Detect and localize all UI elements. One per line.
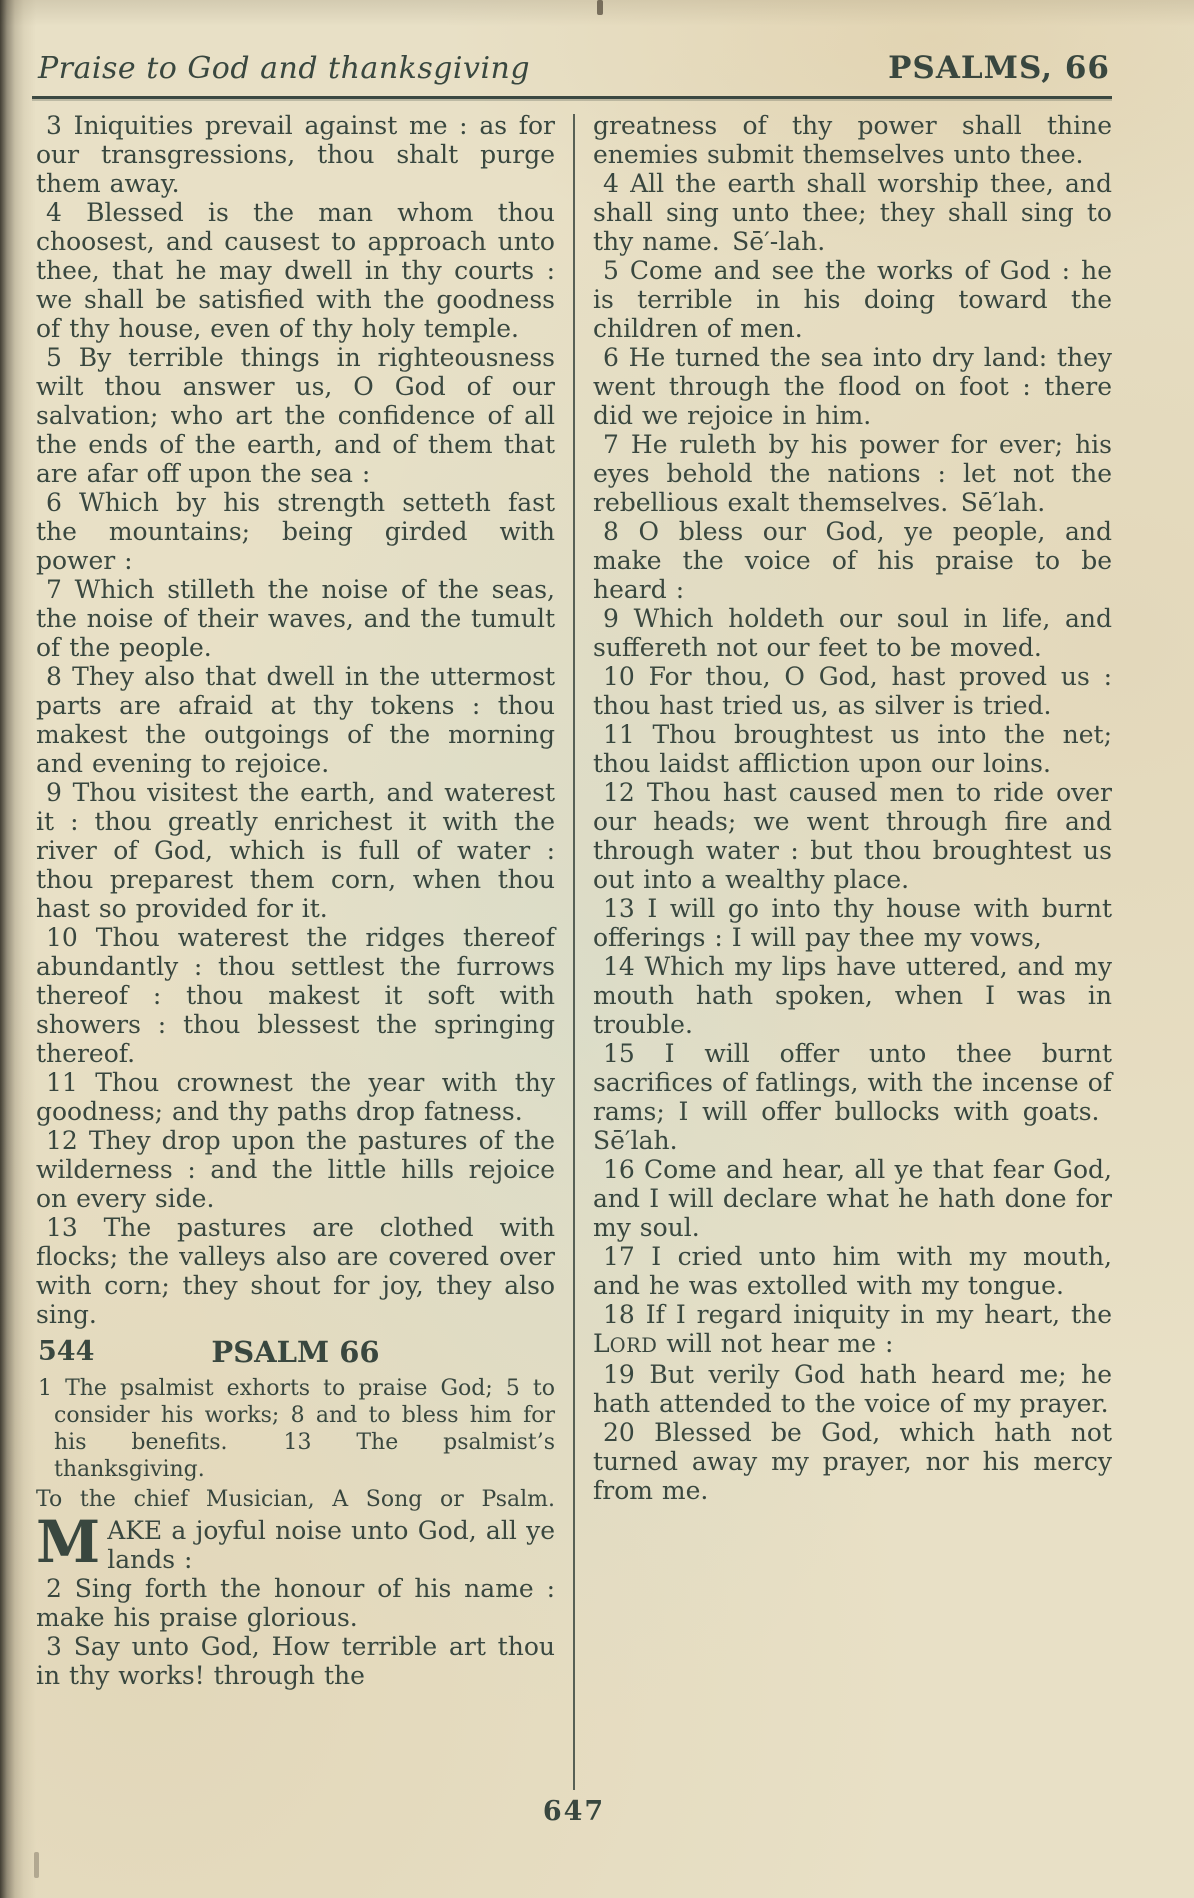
text-run: will not hear (657, 1329, 838, 1358)
text-run: God, which hath not turned away my prayer, nor his mercy from me. (593, 1418, 1112, 1505)
italic-text: to consider his works; (54, 1376, 555, 1428)
text-run: 8 O bless our God, ye people, and make the voice of his praise to be heard : (593, 517, 1112, 604)
text-run: ; he hath attended to the voice of my prayer. (593, 1360, 1112, 1418)
text-run: 12 They drop (46, 1126, 232, 1155)
italic-text: or (440, 1487, 464, 1512)
scan-artifact (34, 1852, 39, 1878)
text-run: 2 Sing forth the honour of his name : make his praise glorious. (36, 1574, 555, 1632)
text-run: terrible things in righteousness wilt thou answer us, O God of our salvation; (36, 343, 555, 430)
text-run: of thy holy temple. (270, 314, 519, 343)
italic-text: land: (983, 343, 1048, 372)
italic-text: me (1019, 1360, 1059, 1389)
text-run: Psalm. (463, 1487, 555, 1512)
text-run: thy works! through the (60, 1661, 365, 1690)
italic-text: The psalmist exhorts to praise God; (65, 1376, 493, 1401)
text-run: hear, all ye that fear God, and I will declare what he hath done for my soul. (593, 1155, 1113, 1242)
text-run: 20 Blessed (603, 1418, 772, 1447)
verse-continuation (593, 111, 1112, 169)
italic-text: upon (188, 459, 252, 488)
drop-cap: M (36, 1508, 101, 1576)
musician-inscription (36, 1486, 555, 1514)
verse-paragraph (36, 923, 555, 1068)
italic-text: art thou in (36, 1632, 555, 1690)
text-run: 11 Thou crownest the year with thy goodness; and thy paths drop fatness. (36, 1068, 555, 1126)
italic-text: place (833, 865, 902, 894)
verse-paragraph (36, 1213, 555, 1329)
verse-paragraph (36, 343, 555, 488)
italic-text: The psalmist’s thanksgiving. (54, 1430, 556, 1482)
psalm-title: PSALM 66 (211, 1335, 380, 1369)
text-run: is full of water : thou preparest them corn, when thou hast so provided for it. (36, 836, 555, 923)
text-run: girded with power : (36, 517, 555, 575)
column-divider (573, 114, 575, 1790)
text-run: 10 Thou waterest the ridges thereof abundantly : thou settlest the furrows thereof : thou makest it soft with showers : thou blessest the springing thereof. (36, 923, 555, 1068)
text-run: 15 I will offer unto thee burnt sacrifices of fatlings, with the incense of rams; I will offer bullocks with goats. Sē′lah. (593, 1039, 1112, 1155)
verse-paragraph (593, 1360, 1112, 1418)
verse-paragraph (593, 517, 1112, 604)
text-run: he may dwell in thy courts : we shall be satisfied with the goodness of thy house, (36, 256, 556, 343)
verse-paragraph (36, 1068, 555, 1126)
right-column (593, 111, 1112, 1690)
text-run: 7 He ruleth by his power for ever; his eyes behold the nations : let not the rebellious exalt themselves. Sē′lah. (593, 430, 1112, 517)
verse-paragraph (593, 604, 1112, 662)
text-run: doing toward the children of men. (593, 285, 1112, 343)
italic-text: even (210, 314, 271, 343)
verse-paragraph (36, 488, 555, 575)
header-rule (32, 96, 1112, 99)
text-run: 1 (38, 1376, 66, 1401)
small-caps-text: ORD (609, 1334, 658, 1357)
text-run: . (901, 865, 910, 894)
page-number: 647 (542, 1796, 606, 1827)
verse-paragraph (36, 778, 555, 923)
text-run: 8 (279, 1403, 316, 1428)
text-columns (0, 105, 1194, 1690)
text-run: 7 Which stilleth the noise of the seas, the noise of their waves, and the tumult of the people. (36, 575, 555, 662)
text-run: 17 I cried unto him with my mouth, and he was extolled with my tongue. (593, 1242, 1112, 1300)
running-head-left: Praise to God and thanksgiving (38, 51, 531, 86)
verse-paragraph (593, 1418, 1112, 1505)
text-run: 13 I will go into thy house with burnt offerings : I will pay thee my vows, (593, 894, 1112, 952)
text-run: 3 Iniquities prevail against me : (46, 111, 480, 140)
text-run: 16 Come (603, 1155, 726, 1184)
italic-text: But (649, 1360, 694, 1389)
psalm-heading (36, 1331, 555, 1373)
text-run: they went through the flood on foot : there did we rejoice in him. (593, 343, 1113, 430)
verse-paragraph (36, 575, 555, 662)
scan-artifact (597, 0, 603, 15)
text-run: terrible (613, 285, 757, 314)
italic-text: he is (593, 256, 1112, 314)
text-run: thou choosest, and causest to approach (36, 198, 556, 256)
text-run: 5 (46, 343, 79, 372)
text-run: 10 For thou, O God, hast proved us : thou hast tried us, as silver is tried. (593, 662, 1112, 720)
italic-text: is the man whom (208, 198, 474, 227)
text-run: greatness of thy power shall thine enemies submit themselves unto thee. (593, 111, 1112, 169)
text-run: verily God hath heard (693, 1360, 1020, 1389)
italic-text: and to bless him for his benefits. (54, 1403, 555, 1455)
running-head-right: PSALMS, 66 (888, 50, 1110, 86)
text-run: the pastures of the wilderness : and the little hills rejoice on every side. (36, 1126, 556, 1213)
italic-text: and (725, 1155, 773, 1184)
text-run: : (876, 1329, 894, 1358)
text-run: 9 Which holdeth our soul in life, and suffereth not our feet to be moved. (593, 604, 1112, 662)
italic-text: being (282, 517, 353, 546)
text-run: 9 Thou visitest the earth, and waterest it : thou greatly enrichest it with the river of God, (36, 778, 555, 865)
verse-paragraph (593, 1155, 1112, 1242)
verse-paragraph (593, 343, 1112, 430)
verse-paragraph (36, 1574, 555, 1632)
italic-text: upon (231, 1126, 296, 1155)
italic-text: me (837, 1329, 877, 1358)
text-run: 4 Blessed (46, 198, 209, 227)
italic-text: in his (756, 285, 841, 314)
verse-paragraph (36, 1126, 555, 1213)
verse-paragraph (593, 256, 1112, 343)
text-run: 5 (492, 1376, 533, 1401)
verse-paragraph (36, 1632, 555, 1690)
text-run: 6 He turned the sea into dry (603, 343, 984, 372)
verse-paragraph (593, 1242, 1112, 1300)
psalm-summary (36, 1375, 555, 1483)
text-run: AKE a joyful noise unto God, all ye lands : (107, 1516, 555, 1574)
verse-paragraph (36, 111, 555, 198)
psalm-sequence-number: 544 (38, 1336, 95, 1367)
text-run: 6 Which by his strength setteth fast the mountains; (36, 488, 555, 546)
verse-paragraph (593, 1300, 1112, 1360)
text-run: the confidence of all the ends of the earth, and of them that are afar off (36, 401, 555, 488)
verse-paragraph (593, 894, 1112, 952)
verse-paragraph (593, 1039, 1112, 1155)
text-run: 3 Say unto God, How terrible (46, 1632, 449, 1661)
italic-text: as for (479, 111, 555, 140)
text-run: 5 Come and see the works of God : (603, 256, 1082, 285)
verse-paragraph (593, 720, 1112, 778)
italic-text: to (1086, 198, 1112, 227)
verse-paragraph (593, 952, 1112, 1039)
text-run: the sea : (251, 459, 371, 488)
left-column (36, 111, 555, 1690)
verse-paragraph (593, 778, 1112, 894)
text-run: 4 All the earth shall worship thee, and shall sing unto thee; they shall sing (593, 169, 1112, 227)
italic-text: unto thee, that (36, 227, 555, 285)
text-run: To the chief Musician, A Song (36, 1487, 441, 1512)
italic-text: By (78, 343, 112, 372)
text-run: 13 The pastures are clothed with flocks; the valleys also are covered over with corn; they shout for joy, they also sing. (36, 1213, 555, 1329)
text-run: our transgressions, thou shalt purge them away. (36, 140, 555, 198)
italic-text: which (229, 836, 305, 865)
text-run: 12 Thou hast caused men to ride over our heads; we went through fire and through water : but thou broughtest us out into a wealthy (593, 778, 1112, 894)
verse-paragraph (593, 662, 1112, 720)
text-run: 13 (227, 1430, 357, 1455)
text-run: 8 They also that dwell in the uttermost parts are afraid at thy tokens : thou makest the outgoings of the morning and evening to rejoice. (36, 662, 555, 778)
italic-text: be (771, 1418, 802, 1447)
text-run: 18 If I regard iniquity in my heart, the L (593, 1300, 1112, 1358)
italic-text: who art (170, 401, 273, 430)
verse-paragraph (593, 169, 1112, 256)
text-run: 14 Which my lips have uttered, and my mouth hath spoken, when I was in trouble. (593, 952, 1112, 1039)
verse-paragraph (36, 198, 555, 343)
text-run: thy name. Sē′-lah. (593, 227, 826, 256)
text-run: 19 (603, 1360, 650, 1389)
verse-paragraph (36, 662, 555, 778)
text-run: 11 Thou broughtest us into the net; thou laidst affliction upon our loins. (593, 720, 1112, 778)
verse-paragraph (593, 430, 1112, 517)
drop-cap-verse (36, 1508, 555, 1576)
